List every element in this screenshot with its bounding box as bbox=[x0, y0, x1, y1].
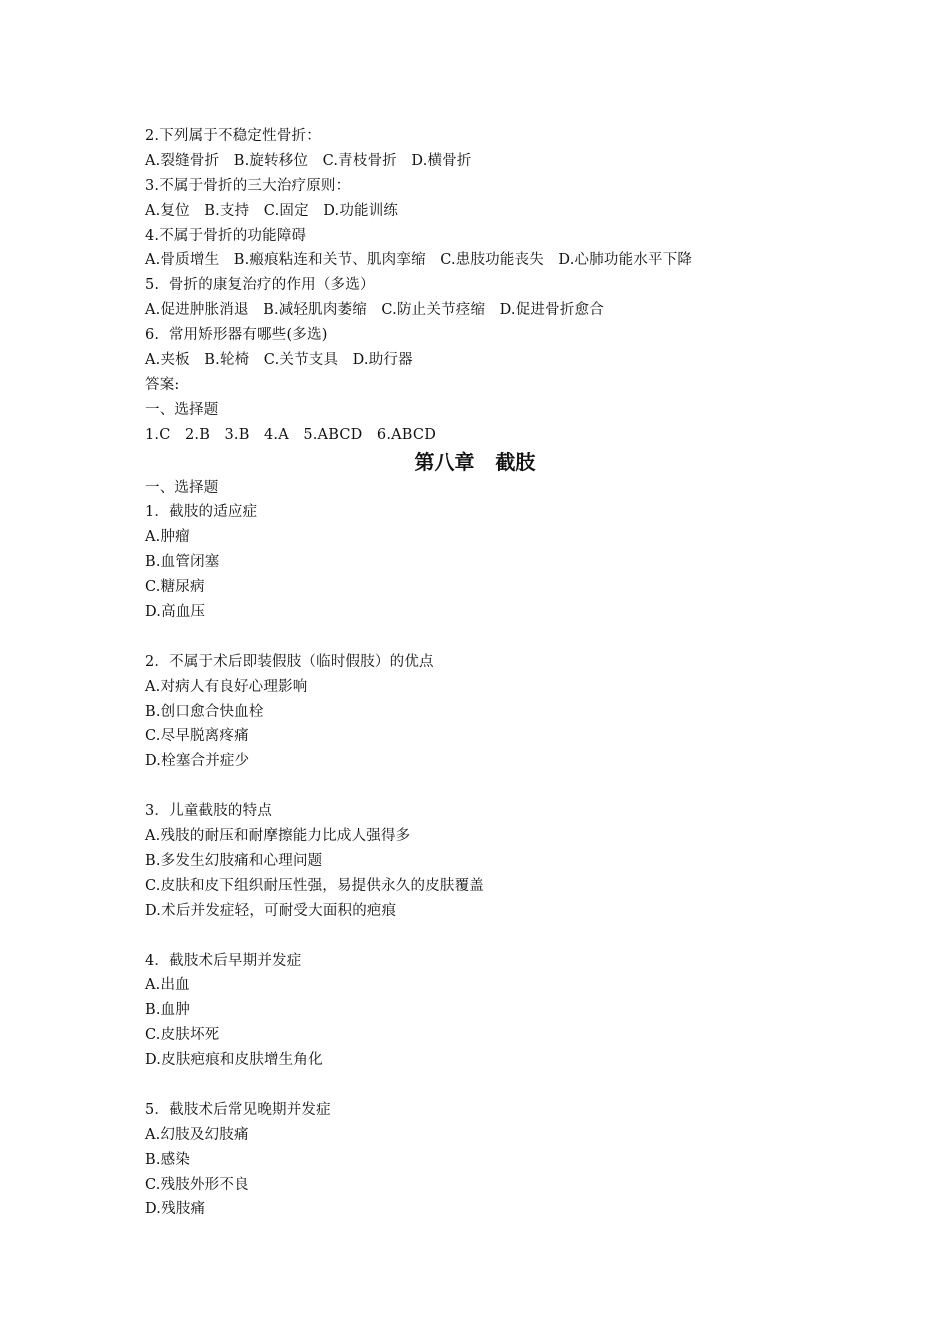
section-heading: 一、选择题 bbox=[145, 479, 219, 496]
spacer bbox=[145, 774, 845, 799]
option-d: D.栓塞合并症少 bbox=[145, 753, 250, 770]
spacer bbox=[145, 625, 845, 650]
option-a: A.对病人有良好心理影响 bbox=[145, 678, 308, 695]
question-stem: 3．儿童截肢的特点 bbox=[145, 803, 273, 820]
question-3-options: A.复位 B.支持 C.固定 D.功能训练 bbox=[145, 202, 399, 219]
question-6-options: A.夹板 B.轮椅 C.关节支具 D.助行器 bbox=[145, 352, 413, 369]
question-stem: 2．不属于术后即装假肢（临时假肢）的优点 bbox=[145, 653, 434, 670]
question-block bbox=[145, 799, 845, 948]
question-2-stem: 2.下列属于不稳定性骨折： bbox=[145, 128, 321, 144]
question-stem: 1．截肢的适应症 bbox=[145, 504, 258, 521]
answer-section-heading: 一、选择题 bbox=[145, 401, 219, 418]
answer-key: 1.C 2.B 3.B 4.A 5.ABCD 6.ABCD bbox=[145, 426, 437, 443]
question-3-stem: 3.不属于骨折的三大治疗原则： bbox=[145, 177, 351, 194]
question-block bbox=[145, 949, 845, 1098]
option-d: D.术后并发症轻，可耐受大面积的疤痕 bbox=[145, 902, 397, 919]
question-stem: 4．截肢术后早期并发症 bbox=[145, 952, 302, 969]
question-6-stem: 6. 常用矫形器有哪些(多选) bbox=[145, 327, 328, 344]
question-stem: 5．截肢术后常见晚期并发症 bbox=[145, 1101, 331, 1118]
option-a: A.幻肢及幻肢痛 bbox=[145, 1126, 249, 1143]
question-block bbox=[145, 500, 845, 649]
option-b: B.多发生幻肢痛和心理问题 bbox=[145, 852, 323, 869]
question-5-stem: 5. 骨折的康复治疗的作用（多选） bbox=[145, 277, 375, 294]
option-b: B.感染 bbox=[145, 1151, 191, 1168]
answer-label: 答案: bbox=[145, 376, 180, 393]
option-b: B.血管闭塞 bbox=[145, 554, 220, 571]
option-a: A.肿瘤 bbox=[145, 529, 190, 546]
option-a: A.出血 bbox=[145, 977, 190, 994]
chapter-title: 第八章 截肢 bbox=[414, 449, 536, 474]
option-b: B.血肿 bbox=[145, 1002, 191, 1019]
question-block bbox=[145, 650, 845, 799]
question-5-options: A.促进肿胀消退 B.减轻肌肉萎缩 C.防止关节痉缩 D.促进骨折愈合 bbox=[145, 302, 604, 319]
question-4-stem: 4.不属于骨折的功能障碍 bbox=[145, 227, 307, 244]
option-d: D.皮肤疤痕和皮肤增生角化 bbox=[145, 1052, 323, 1069]
question-2-options: A.裂缝骨折 B.旋转移位 C.青枝骨折 D.横骨折 bbox=[145, 152, 472, 169]
option-c: C.皮肤坏死 bbox=[145, 1027, 220, 1044]
document-content bbox=[145, 124, 845, 1222]
question-block bbox=[145, 1098, 845, 1222]
spacer bbox=[145, 924, 845, 949]
question-4-options: A.骨质增生 B.瘢痕粘连和关节、肌肉挛缩 C.患肢功能丧失 D.心肺功能水平下降 bbox=[145, 252, 693, 269]
option-c: C.皮肤和皮下组织耐压性强，易提供永久的皮肤覆盖 bbox=[145, 877, 484, 894]
option-d: D.高血压 bbox=[145, 604, 206, 621]
option-a: A.残肢的耐压和耐摩擦能力比成人强得多 bbox=[145, 828, 411, 845]
option-b: B.创口愈合快血栓 bbox=[145, 703, 264, 720]
option-c: C.残肢外形不良 bbox=[145, 1176, 249, 1193]
option-c: C.糖尿病 bbox=[145, 579, 205, 596]
option-c: C.尽早脱离疼痛 bbox=[145, 728, 249, 745]
spacer bbox=[145, 1073, 845, 1098]
option-d: D.残肢痛 bbox=[145, 1201, 206, 1218]
